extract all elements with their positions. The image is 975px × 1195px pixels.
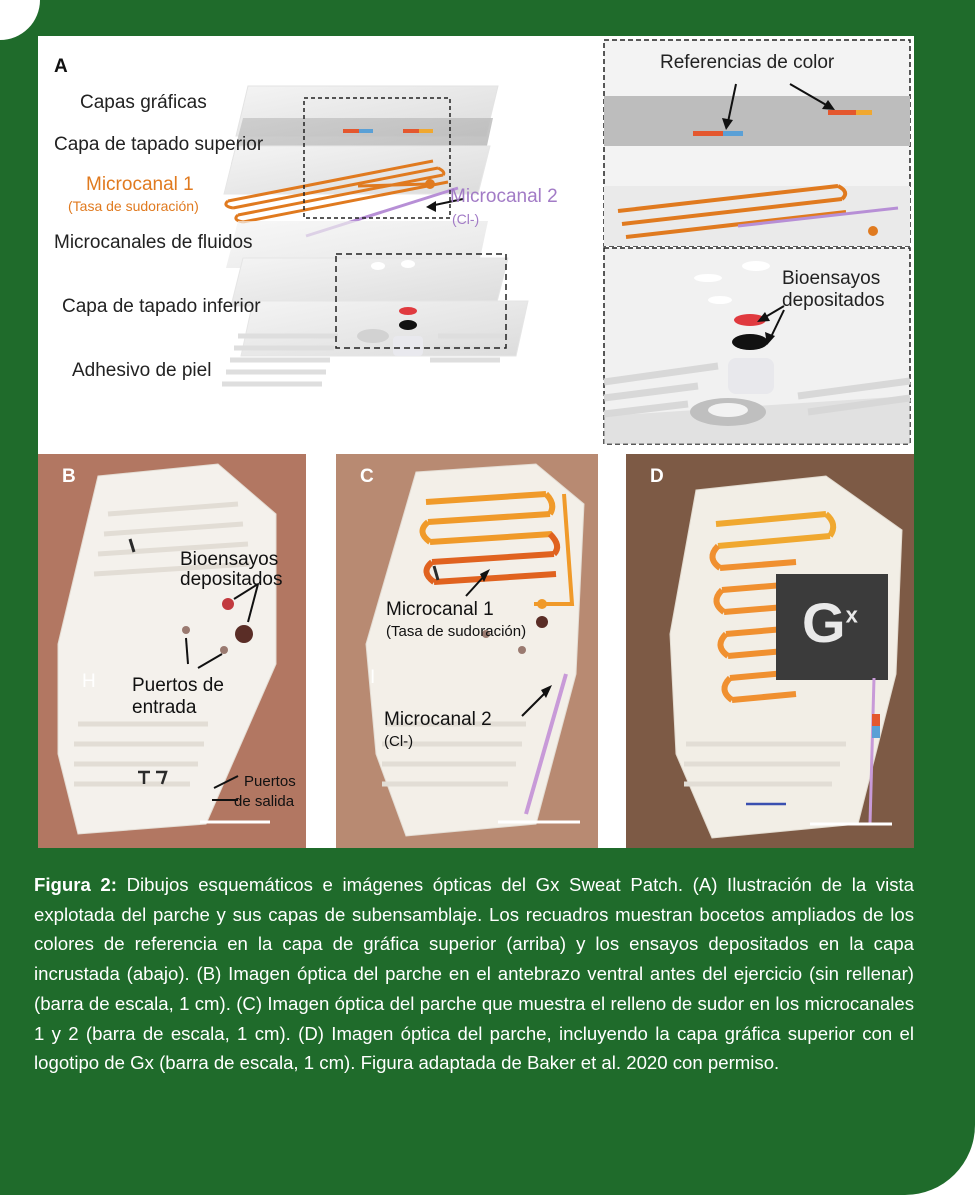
panel-b-inlet-2: entrada	[132, 697, 197, 718]
panel-b-bioassays-2: depositados	[180, 569, 283, 590]
label-graphics-layer: Capas gráficas	[80, 92, 207, 113]
label-fluidic-channels: Microcanales de fluidos	[54, 232, 253, 253]
panel-c-microchannel-2-sub: (Cl-)	[384, 733, 414, 750]
panel-a-letter: A	[54, 56, 68, 77]
panel-c-photo	[336, 454, 598, 848]
panel-b-outlet-2: de salida	[234, 793, 295, 810]
panel-c-microchannel-2: Microcanal 2	[384, 709, 492, 730]
panel-b-marker: H	[82, 671, 96, 692]
panel-b-inlet-1: Puertos de	[132, 675, 224, 696]
panel-d-image	[626, 454, 914, 848]
gx-logo	[802, 590, 858, 655]
caption-text: Dibujos esquemáticos e imágenes ópticas del Gx Sweat Patch. (A) Ilustración de la vista explotada del parche y sus capas de subensamblaje. Los recuadros muestran bocetos ampliados de los colores de referencia en la capa de gráfica superior (arriba) y los ensayos depositados en la capa incrustada (abajo). (B) Imagen óptica del parche en el antebrazo ventral antes del ejercicio (sin rellenar) (barra de escala, 1 cm). (C) Imagen óptica del parche que muestra el relleno de sudor en los microcanales 1 y 2 (barra de escala, 1 cm). (D) Imagen óptica del parche, incluyendo la capa gráfica superior con el logotipo de Gx (barra de escala, 1 cm). Figura adaptada de Baker et al. 2020 con permiso.	[34, 874, 915, 1074]
panel-d-letter: D	[650, 466, 664, 487]
panel-b-bioassays-1: Bioensayos	[180, 549, 279, 570]
label-microchannel-2: Microcanal 2	[450, 186, 558, 207]
label-microchannel-1: Microcanal 1	[86, 174, 194, 195]
panel-c-microchannel-1: Microcanal 1	[386, 599, 494, 620]
panel-c-image	[336, 454, 598, 848]
caption-label: Figura 2:	[34, 874, 117, 895]
panel-b-letter: B	[62, 466, 76, 487]
panel-c-letter: C	[360, 466, 374, 487]
label-microchannel-1-sub: (Tasa de sudoración)	[68, 198, 199, 214]
label-microchannel-2-sub: (Cl-)	[452, 211, 480, 227]
gx-logo-g: G	[802, 591, 846, 654]
inset-bioassays-label-2: depositados	[782, 290, 885, 311]
gx-logo-x: x	[845, 602, 858, 628]
inset-color-references-label: Referencias de color	[660, 52, 835, 73]
panel-c-microchannel-1-sub: (Tasa de sudoración)	[386, 623, 527, 640]
panel-b-photo	[38, 454, 306, 848]
figure-2	[38, 36, 914, 848]
label-skin-adhesive: Adhesivo de piel	[72, 360, 212, 381]
panel-d-photo	[626, 454, 914, 848]
panel-b-outlet-1: Puertos	[244, 773, 296, 790]
panel-a	[38, 36, 914, 448]
inset-bioassays-label-1: Bioensayos	[782, 268, 881, 289]
label-bottom-cap: Capa de tapado inferior	[62, 296, 261, 317]
label-top-cap: Capa de tapado superior	[54, 134, 264, 155]
corner-notch	[0, 0, 40, 40]
figure-caption	[34, 870, 914, 1078]
panel-c-marker: I	[370, 667, 376, 688]
